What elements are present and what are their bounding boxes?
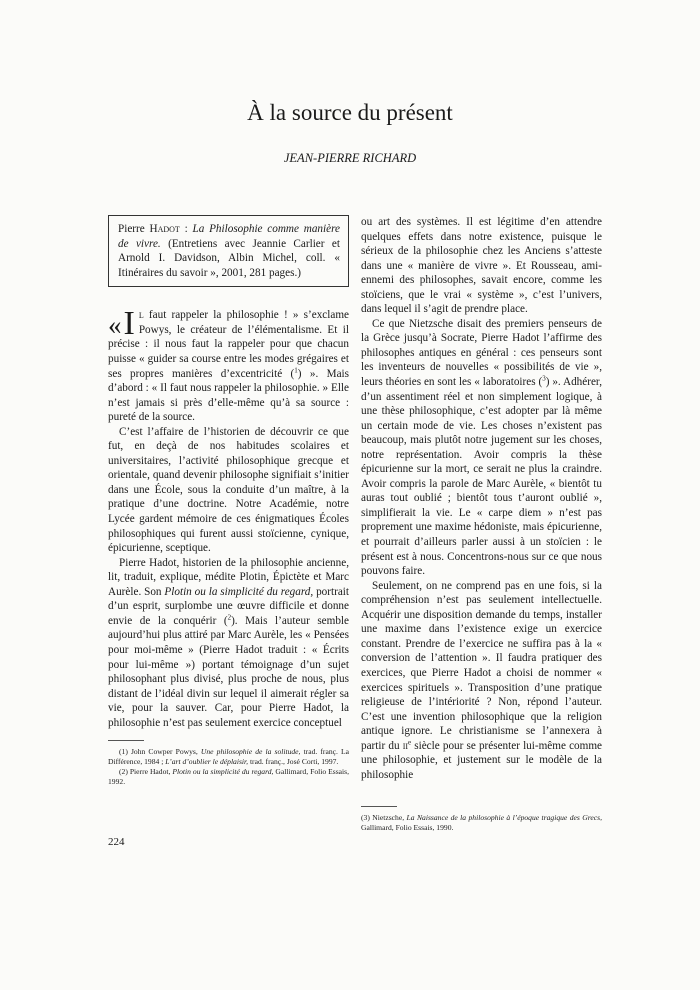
footnote-3-text: (3) Nietzsche,	[361, 813, 407, 822]
footnote-1	[108, 747, 349, 767]
book-author-last: Hadot	[149, 223, 180, 235]
footnote-1-title: Une philosophie de la solitude,	[200, 747, 301, 757]
paragraph-3-continued: ou art des systèmes. Il est légitime d’en attendre quelques effets dans notre existence, puisque le sérieux de la philosophie chez les Anciens s’atteste dans une « manière de vivre ». Et Rousseau, ami-ennemi des philosophes, savait encore, comme les stoïciens, que le vrai « système », c’est l’univers, dans lequel il s’agit de prendre place.	[361, 216, 602, 316]
paragraph-3	[108, 556, 349, 731]
right-footnotes	[361, 796, 602, 835]
paragraph-5-text: Seulement, on ne comprend pas en une fois, si la compréhension n’est pas seulement intellectuelle. Acquérir une disposition demande du temps, installer une maxime dans l’existence exige un exercice constant. Prendre de l’exercice ne suffira pas à la « conversion de l’attention ». Il faudra pratiquer des exercices, que Pierre Hadot a choisi de nommer « exercices spirituels ». Transposition d’une pratique religieuse de l’intériorité ? Non, répond l’auteur. C’est une invention philosophique que la religion antique ignore. Le christianisme se l’annexera à partir du	[361, 579, 602, 752]
drop-cap	[108, 305, 135, 343]
book-sep: :	[179, 223, 193, 235]
footnote-2-title: Plotin ou la simplicité du regard,	[172, 767, 274, 777]
book-author-first: Pierre	[118, 223, 150, 235]
paragraph-4-text: Ce que Nietzsche disait des premiers penseurs de la Grèce jusqu’à Socrate, Pierre Hadot l’affirme des philosophes antiques en général : ces penseurs sont les inventeurs de nouvelles « possibilités de vie », leurs théories en sont les « laboratoires (	[361, 317, 602, 389]
paragraph-3-text: Pierre Hadot, historien de la philosophie ancienne, lit, traduit, explique, médite Plotin, Épictète et Marc Aurèle. Son	[108, 556, 349, 598]
paragraph-5-text-2: siècle pour se présenter lui-même comme une philosophie, et justement sur le modèle de la philosophie	[361, 739, 602, 781]
paragraph-1	[108, 305, 349, 424]
paragraph-5	[361, 579, 602, 783]
drop-cap-smallcaps: l	[138, 309, 144, 322]
left-column	[108, 215, 349, 787]
footnote-3-title: La Naissance de la philosophie à l’époque tragique des Grecs,	[406, 813, 602, 822]
article-author: JEAN-PIERRE RICHARD	[283, 151, 417, 165]
drop-cap-letter: I	[123, 305, 135, 343]
book-review-box	[108, 215, 349, 287]
footnote-2	[108, 767, 349, 787]
footnote-divider	[108, 740, 144, 741]
drop-cap-quote: «	[108, 310, 122, 341]
paragraph-3-text-2: portrait d’un esprit, surplombe une œuvre difficile et donne envie de la conquérir (	[108, 585, 349, 627]
book-title: La Philosophie comme manière de vivre.	[118, 223, 341, 250]
paragraph-1-text: faut rappeler la philosophie ! » s’exclame Powys, le créateur de l’élémentalisme. Et il précise : il nous faut la rappeler pour que chacun puisse « guider sa course entre les modes grégaires et ses propres manières d’excentricité (	[108, 309, 349, 380]
article-title: À la source du présent	[247, 100, 453, 125]
paragraph-2: C’est l’affaire de l’historien de découvrir ce que fut, en deçà de nos habitudes scolaires et universitaires, l’activité philosophique grecque et orientale, quand devenir philosophe signifiait s’initier dans une École, sous la conduite d’un maître, à la pratique d’une doctrine. Notre Académie, notre Lycée gardent mémoire de ces énigmatiques Écoles philosophiques qui furent aussi stoïcienne, cynique, épicurienne, sceptique.	[108, 425, 349, 555]
page-number: 224	[108, 836, 125, 848]
century-suffix: e	[408, 737, 412, 746]
footnote-ref-1: 1	[294, 365, 298, 374]
footnote-3-text-2: Gallimard, Folio Essais, 1990.	[361, 823, 454, 832]
plotin-title: Plotin ou la simplicité du regard,	[164, 585, 314, 598]
paragraph-1-text-end: ) ». Mais d’abord : « Il faut nous rappeler la philosophie. » Elle n’est jamais si près d’elle-même qu’à sa source : pureté de la source.	[108, 367, 349, 424]
paragraph-3-text-3: ). Mais l’auteur semble aujourd’hui plus attiré par Marc Aurèle, les « Pensées pour moi-même » (Pierre Hadot traduit : « Écrits pour lui-même ») portant témoignage d’un sujet philosophant plus divisé, plus proche de nous, plus distant de l’idéal divin sur lequel il aimerait régler sa vie, pour la sauver. Car, pour Pierre Hadot, la philosophie n’est pas seulement exercice conceptuel	[108, 614, 350, 729]
century-numeral: ii	[402, 739, 409, 752]
paragraph-4-text-2: ) ». Adhérer, d’un assentiment réel et non simplement logique, à une thèse philosophique, c’est adopter par là même un certain mode de vie. Les choses n’existent pas beaucoup, mais plutôt notre jugement sur les choses, notre représentation. Avoir compris la thèse épicurienne sur la mort, ce serait ne plus la craindre. Avoir compris la parole de Marc Aurèle, « bientôt tu auras tout oublié ; bientôt tous t’auront oublié », simplifierait la vie. Le « carpe diem » n’est pas proprement une maxime hédoniste, mais épicurienne, et pourrait d’ailleurs parler aussi à un stoïcien : le présent est à nous. Concentrons-nous sur ce que nous pouvons faire.	[361, 376, 602, 578]
footnote-1-title-2: L’art d’oublier le déplaisir,	[165, 757, 249, 767]
footnote-ref-3: 3	[542, 374, 546, 383]
paragraph-4	[361, 317, 602, 579]
footnote-1-text: (1) John Cowper Powys,	[119, 747, 201, 757]
footnote-2-text-2: Gallimard, Folio Essais, 1992.	[108, 767, 349, 787]
footnote-2-text: (2) Pierre Hadot,	[119, 767, 173, 777]
book-details: (Entretiens avec Jeannie Carlier et Arnold I. Davidson, Albin Michel, coll. « Itinéraires du savoir », 2001, 281 pages.)	[118, 237, 340, 279]
footnote-1-text-2: trad. franç. La Différence, 1984 ;	[108, 747, 350, 767]
footnote-ref-2: 2	[227, 613, 232, 622]
footnote-divider-right	[361, 806, 397, 807]
footnote-1-text-3: trad. franç., José Corti, 1997.	[248, 757, 339, 767]
footnote-3	[361, 813, 602, 833]
right-column	[361, 215, 602, 782]
